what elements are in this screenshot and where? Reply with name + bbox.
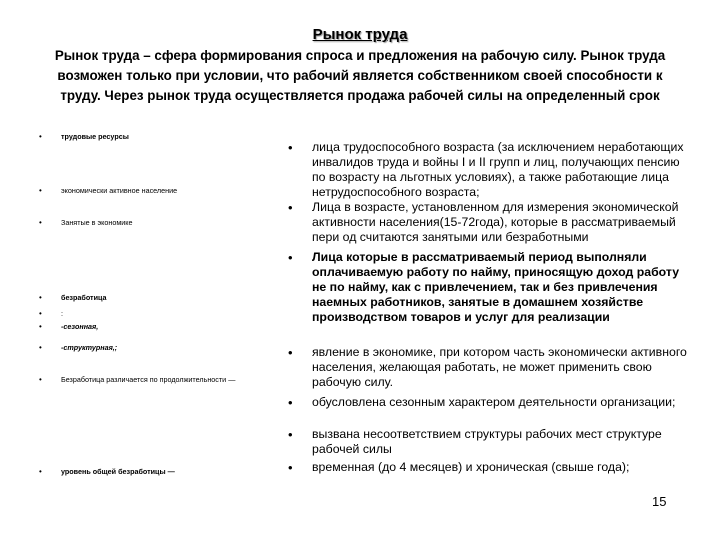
list-item-text: Занятые в экономике (61, 218, 133, 227)
intro-paragraph: Рынок труда – сфера формирования спроса и предложения на рабочую силу. Рынок труда возможен только при условии, что рабочий является собственником своей способности к труду. Через рынок труда осуществляется продажа рабочей силы на определенный срок (54, 48, 666, 103)
list-item-text: трудовые ресурсы (61, 132, 129, 141)
slide-title: Рынок труда (312, 26, 408, 43)
list-item (288, 140, 688, 200)
list-item-text: явление в экономике, при котором часть экономически активного населения, желающая работать, не может применить свою рабочую силу. (312, 345, 687, 389)
list-item (288, 460, 688, 475)
bullet-icon: • (39, 132, 42, 141)
list-item (288, 395, 688, 410)
bullet-icon: • (39, 218, 42, 227)
list-item (288, 427, 688, 457)
bullet-icon: • (39, 186, 42, 195)
list-item-text: уровень общей безработицы — (61, 467, 175, 476)
list-item (38, 186, 278, 196)
list-item-text: лица трудоспособного возраста (за исключением неработающих инвалидов труда и войны I и II групп и лиц, получающих пенсию по возрасту на льготных условиях), а также работающие лица нетрудоспособного возраста; (312, 140, 684, 199)
bullet-icon: • (288, 460, 293, 475)
bullet-icon: • (39, 309, 42, 318)
list-item-text: : (61, 309, 63, 318)
bullet-icon: • (39, 322, 42, 331)
list-item (38, 218, 278, 228)
bullet-icon: • (39, 375, 42, 384)
list-item-text: -сезонная, (61, 322, 99, 331)
bullet-icon: • (288, 200, 293, 215)
list-item-text: безработица (61, 293, 107, 302)
page-number: 15 (652, 494, 667, 509)
list-item (38, 467, 278, 477)
list-item (38, 375, 278, 385)
list-item (38, 132, 278, 142)
list-item-text: Лица которые в рассматриваемый период выполняли оплачиваемую работу по найму, приносящую доход работу не по найму, как с привлечением, так и без привлечения наемных работников, занятые в домашнем хозяйстве производством товаров и услуг для реализации (312, 250, 680, 324)
list-item-text: экономически активное население (61, 186, 178, 195)
bullet-icon: • (288, 427, 293, 442)
list-item-text: обусловлена сезонным характером деятельности организации; (312, 395, 676, 409)
bullet-icon: • (39, 467, 42, 476)
bullet-icon: • (39, 293, 42, 302)
list-item-text: вызвана несоответствием структуры рабочих мест структуре рабочей силы (312, 427, 662, 456)
list-item (38, 343, 278, 353)
list-item (38, 309, 278, 319)
list-item-text: -структурная,; (61, 343, 118, 352)
bullet-icon: • (39, 343, 42, 352)
bullet-icon: • (288, 395, 293, 410)
list-item-text: временная (до 4 месяцев) и хроническая (свыше года); (312, 460, 630, 474)
bullet-icon: • (288, 140, 293, 155)
list-item-text: Лица в возрасте, установленном для измерения экономической активности населения(15-72года), которые в рассматриваемый пери од считаются занятыми или безработными (312, 200, 679, 244)
bullet-icon: • (288, 345, 293, 360)
list-item (38, 293, 278, 303)
bullet-icon: • (288, 250, 293, 265)
list-item (38, 322, 278, 332)
list-item (288, 345, 688, 390)
list-item (288, 200, 688, 245)
list-item-text: Безработица различается по продолжительности — (61, 375, 236, 384)
list-item (288, 250, 688, 325)
